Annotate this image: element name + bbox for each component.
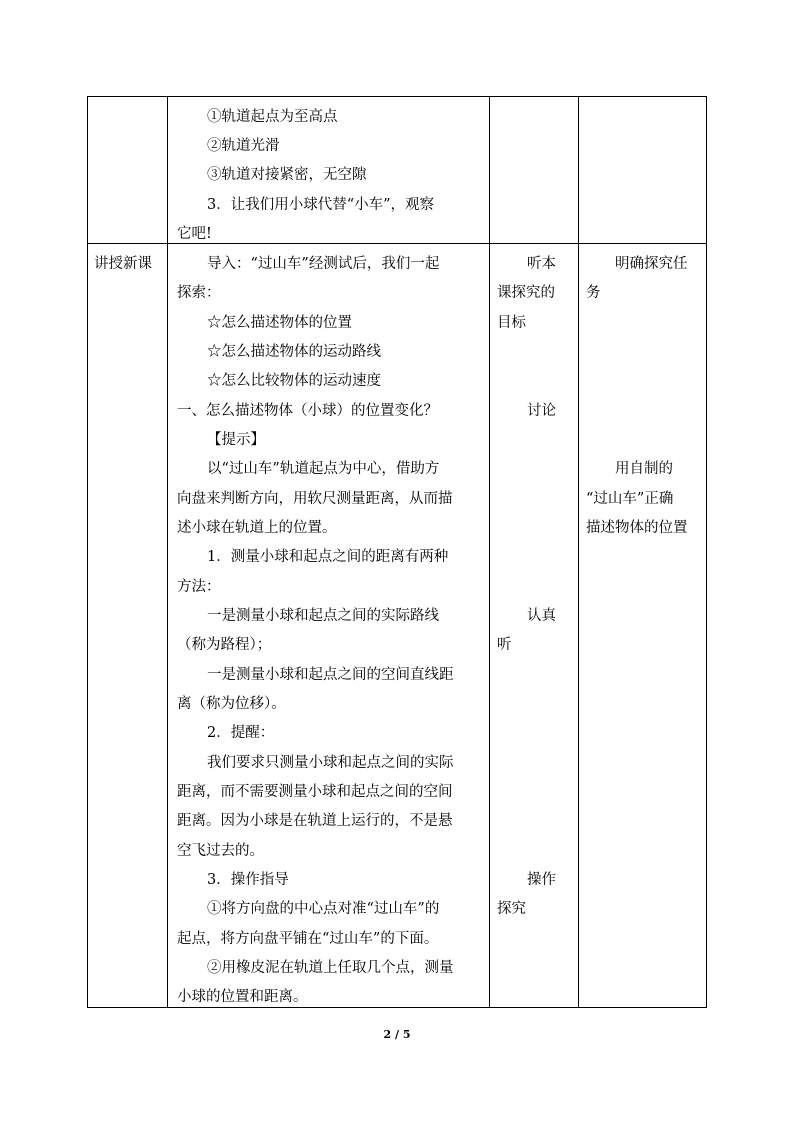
content-line: ①将方向盘的中心点对准“过山车”的: [207, 901, 440, 917]
content-line: 起点，将方向盘平铺在“过山车”的下面。: [177, 931, 439, 947]
content-line: 向盘来判断方向，用软尺测量距离，从而描: [177, 491, 453, 507]
row1-content-line: ②轨道光滑: [207, 138, 280, 154]
content-line: ②用橡皮泥在轨道上任取几个点，测量: [207, 960, 454, 976]
row1-content-line: 3．让我们用小球代替“小车”，观察: [207, 197, 435, 213]
student-activity-line: 操作: [527, 872, 556, 888]
student-activity-line: 认真: [527, 608, 556, 624]
content-line: 离（称为位移）。: [177, 696, 286, 712]
content-line: 【提示】: [207, 432, 265, 448]
content-line: 方法：: [177, 579, 221, 595]
content-line: 一、怎么描述物体（小球）的位置变化？: [177, 403, 438, 419]
design-intent-line: “过山车”正确: [586, 491, 674, 507]
content-line: 距离。因为小球是在轨道上运行的，不是悬: [177, 813, 453, 829]
content-line: 距离，而不需要测量小球和起点之间的空间: [177, 784, 453, 800]
content-line: 空飞过去的。: [177, 843, 264, 859]
content-line: 2．提醒：: [207, 725, 275, 741]
content-line: 3．操作指导: [207, 872, 289, 888]
design-intent-line: 务: [586, 285, 601, 301]
content-line: ☆怎么比较物体的运动速度: [207, 373, 381, 389]
content-line: 一是测量小球和起点之间的空间直线距: [207, 667, 454, 683]
student-activity-line: 听: [497, 637, 512, 653]
design-intent-line: 用自制的: [615, 461, 673, 477]
content-line: 小球的位置和距离。: [177, 989, 308, 1005]
content-line: 述小球在轨道上的位置。: [177, 520, 337, 536]
column-divider: [578, 97, 579, 1007]
content-line: 一是测量小球和起点之间的实际路线: [207, 608, 439, 624]
design-intent-line: 明确探究任: [615, 256, 688, 272]
row1-content-line: 它吧!: [177, 226, 212, 242]
page-number: 2 / 5: [383, 1028, 411, 1041]
student-activity-line: 课探究的: [497, 285, 555, 301]
content-line: ☆怎么描述物体的位置: [207, 315, 352, 331]
content-line: （称为路程）；: [177, 637, 272, 653]
lesson-plan-table: [87, 96, 707, 1008]
row1-content-line: ①轨道起点为至高点: [207, 109, 338, 125]
content-line: 探索：: [177, 285, 221, 301]
section-label: 讲授新课: [94, 256, 152, 272]
design-intent-line: 描述物体的位置: [586, 520, 688, 536]
content-line: 导入：“过山车”经测试后，我们一起: [207, 256, 440, 272]
content-line: ☆怎么描述物体的运动路线: [207, 344, 381, 360]
student-activity-line: 讨论: [527, 403, 556, 419]
row1-content-line: ③轨道对接紧密，无空隙: [207, 167, 367, 183]
content-line: 1．测量小球和起点之间的距离有两种: [207, 549, 449, 565]
column-divider: [489, 97, 490, 1007]
content-line: 以“过山车”轨道起点为中心，借助方: [207, 461, 440, 477]
content-line: 我们要求只测量小球和起点之间的实际: [207, 755, 454, 771]
student-activity-line: 探究: [497, 901, 526, 917]
student-activity-line: 听本: [527, 256, 556, 272]
student-activity-line: 目标: [497, 315, 526, 331]
column-divider: [167, 97, 168, 1007]
